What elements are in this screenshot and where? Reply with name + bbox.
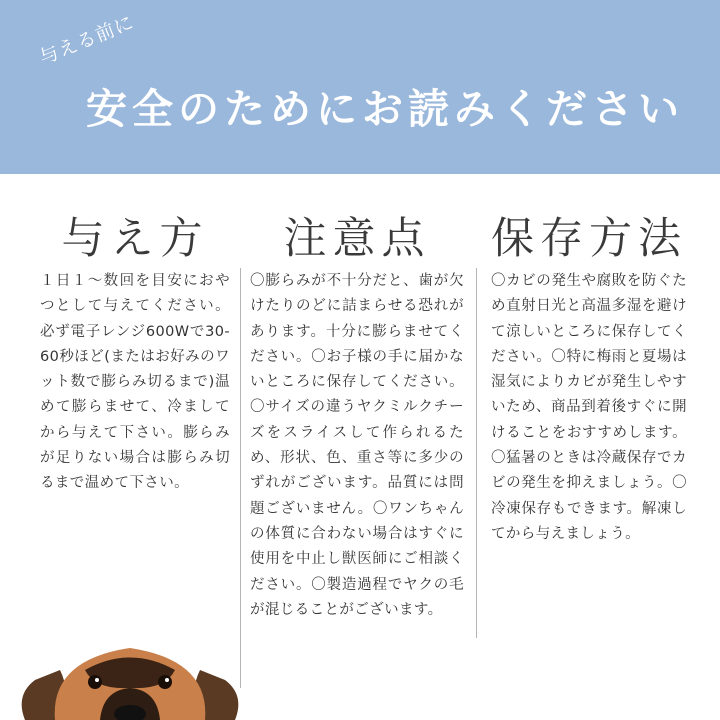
- section-body: １日１〜数回を目安におやつとして与えてください。必ず電子レンジ600Wで30-60秒ほど(またはお好みのワット数で膨らみ切るまで)温めて膨らませて、冷ましてから与えて下さい。膨らみが足りない場合は膨らみ切るまで温めて下さい。: [40, 273, 230, 492]
- section-heading: 保存方法: [491, 214, 687, 264]
- section-cautions: [250, 205, 464, 623]
- column-divider: [240, 268, 241, 688]
- dog-photo: [15, 640, 245, 720]
- section-body: 〇膨らみが不十分だと、歯が欠けたりのどに詰まらせる恐れがあります。十分に膨らませてください。〇お子様の手に届かないところに保存してください。〇サイズの違うヤクミルクチーズをスライスして作られるため、形状、色、重さ等に多少のずれがございます。品質には問題ございません。〇ワンちゃんの体質に合わない場合はすぐに使用を中止し獣医師にご相談ください。〇製造過程でヤクの毛が混じることがございます。: [250, 273, 464, 618]
- section-how-to-give: [40, 205, 230, 497]
- header-banner: [0, 0, 720, 174]
- page-title: 安全のためにお読みください: [86, 85, 684, 133]
- section-body: 〇カビの発生や腐敗を防ぐため直射日光と高温多湿を避けて涼しいところに保存してください。〇特に梅雨と夏場は湿気によりカビが発生しやすいため、商品到着後すぐに開けることをおすすめします。〇猛暑のときは冷蔵保存でカビの発生を抑えましょう。〇冷凍保存もできます。解凍してから与えましょう。: [491, 273, 687, 542]
- section-heading: 注意点: [283, 214, 431, 264]
- pre-title: 与える前に: [36, 11, 138, 70]
- section-heading: 与え方: [61, 214, 209, 264]
- column-divider: [476, 268, 477, 638]
- section-storage: [491, 205, 687, 547]
